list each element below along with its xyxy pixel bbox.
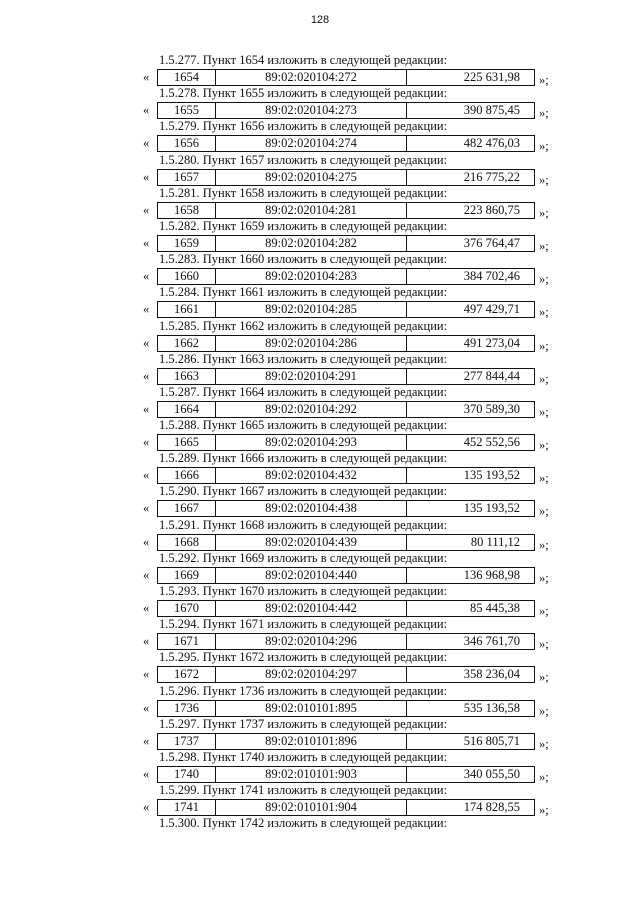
page-number: 128 [310,14,330,26]
table-row [143,268,563,285]
opening-quote: « [143,667,150,682]
closing-quote: »; [539,205,549,220]
amendment-instruction: 1.5.299. Пункт 1741 изложить в следующей редакции: [159,783,448,798]
amendment-instruction: 1.5.297. Пункт 1737 изложить в следующей редакции: [159,716,448,731]
closing-quote: »; [539,305,549,320]
table-row [143,467,563,484]
cadastral-number-cell: 89:02:020104:282 [216,236,407,251]
amendment-instruction: 1.5.290. Пункт 1667 изложить в следующей редакции: [159,484,448,499]
amount-cell: 370 589,30 [463,401,520,416]
table-row [143,766,563,783]
amount-cell: 497 429,71 [463,302,520,317]
closing-quote: »; [539,106,549,121]
cadastral-number-cell: 89:02:020104:439 [216,535,407,550]
item-number-cell: 1656 [158,136,216,151]
amendment-block [143,352,563,385]
table-row [143,700,563,717]
closing-quote: »; [539,371,549,386]
amount-cell: 340 055,50 [463,766,520,781]
amount-cell: 216 775,22 [463,169,520,184]
opening-quote: « [143,235,150,250]
amendment-instruction: 1.5.283. Пункт 1660 изложить в следующей редакции: [159,252,448,267]
cadastral-number-cell: 89:02:020104:292 [216,402,407,417]
amendment-instruction: 1.5.281. Пункт 1658 изложить в следующей редакции: [159,185,448,200]
amount-cell: 346 761,70 [463,634,520,649]
amount-cell: 482 476,03 [463,136,520,151]
data-table [157,766,535,783]
amendment-instruction: 1.5.292. Пункт 1669 изложить в следующей редакции: [159,550,448,565]
opening-quote: « [143,733,150,748]
table-row [143,235,563,252]
opening-quote: « [143,534,150,549]
item-number-cell: 1654 [158,70,216,85]
closing-quote: »; [539,471,549,486]
item-number-cell: 1740 [158,767,216,782]
item-number-cell: 1669 [158,568,216,583]
data-table [157,235,535,252]
amendment-instruction: 1.5.295. Пункт 1672 изложить в следующей редакции: [159,650,448,665]
amendment-instruction: 1.5.294. Пункт 1671 изложить в следующей редакции: [159,617,448,632]
cadastral-number-cell: 89:02:020104:432 [216,468,407,483]
data-table [157,500,535,517]
amendment-block [143,750,563,783]
table-row [143,534,563,551]
closing-quote: »; [539,570,549,585]
opening-quote: « [143,468,150,483]
table-row [143,733,563,750]
amount-cell: 277 844,44 [463,368,520,383]
opening-quote: « [143,368,150,383]
data-table [157,534,535,551]
closing-quote: »; [539,504,549,519]
amount-cell: 135 193,52 [463,468,520,483]
amendment-block [143,717,563,750]
amendment-block [143,285,563,318]
closing-quote: »; [539,769,549,784]
cadastral-number-cell: 89:02:020104:440 [216,568,407,583]
item-number-cell: 1672 [158,667,216,682]
amendment-block [143,53,563,86]
opening-quote: « [143,567,150,582]
table-row [143,799,563,816]
table-row [143,335,563,352]
item-number-cell: 1657 [158,170,216,185]
amendment-instruction: 1.5.277. Пункт 1654 изложить в следующей редакции: [159,53,448,67]
cadastral-number-cell: 89:02:020104:281 [216,203,407,218]
data-table [157,434,535,451]
closing-quote: »; [539,73,549,87]
amendment-block [143,219,563,252]
amendment-instruction: 1.5.280. Пункт 1657 изложить в следующей редакции: [159,152,448,167]
table-row [143,666,563,683]
amount-cell: 535 136,58 [463,700,520,715]
item-number-cell: 1666 [158,468,216,483]
cadastral-number-cell: 89:02:020104:286 [216,336,407,351]
table-row [143,102,563,119]
amendment-block [143,551,563,584]
closing-quote: »; [539,238,549,253]
item-number-cell: 1667 [158,501,216,516]
closing-quote: »; [539,404,549,419]
data-table [157,733,535,750]
cadastral-number-cell: 89:02:010101:904 [216,800,407,815]
data-table [157,202,535,219]
cadastral-number-cell: 89:02:020104:283 [216,269,407,284]
amount-cell: 174 828,55 [463,800,520,815]
amendment-block [143,684,563,717]
item-number-cell: 1655 [158,103,216,118]
opening-quote: « [143,169,150,184]
table-row [143,500,563,517]
amendment-instruction: 1.5.296. Пункт 1736 изложить в следующей редакции: [159,683,448,698]
data-table [157,467,535,484]
item-number-cell: 1737 [158,734,216,749]
closing-quote: »; [539,537,549,552]
amendment-block [143,451,563,484]
closing-quote: »; [539,703,549,718]
opening-quote: « [143,501,150,516]
amendment-instruction: 1.5.293. Пункт 1670 изложить в следующей редакции: [159,584,448,598]
amendment-instruction: 1.5.282. Пункт 1659 изложить в следующей редакции: [159,218,448,233]
amendment-instruction: 1.5.287. Пункт 1664 изложить в следующей редакции: [159,384,448,399]
item-number-cell: 1661 [158,302,216,317]
closing-quote: »; [539,338,549,353]
opening-quote: « [143,601,150,615]
amendment-block [143,186,563,219]
amendment-block [143,650,563,683]
amendment-block [143,418,563,451]
opening-quote: « [143,335,150,350]
amount-cell: 223 860,75 [463,202,520,217]
amendment-block [143,617,563,650]
item-number-cell: 1660 [158,269,216,284]
opening-quote: « [143,202,150,217]
cadastral-number-cell: 89:02:020104:274 [216,136,407,151]
cadastral-number-cell: 89:02:020104:438 [216,501,407,516]
amendment-instruction: 1.5.278. Пункт 1655 изложить в следующей редакции: [159,86,448,101]
closing-quote: »; [539,604,549,618]
item-number-cell: 1663 [158,369,216,384]
opening-quote: « [143,103,150,118]
amount-cell: 85 445,38 [470,601,520,615]
item-number-cell: 1671 [158,634,216,649]
closing-quote: »; [539,736,549,751]
table-row [143,202,563,219]
data-table [157,335,535,352]
amount-cell: 358 236,04 [463,667,520,682]
data-table [157,135,535,152]
table-row [143,368,563,385]
amendment-instruction: 1.5.279. Пункт 1656 изложить в следующей редакции: [159,119,448,134]
data-table [157,169,535,186]
data-table [157,666,535,683]
cadastral-number-cell: 89:02:020104:297 [216,667,407,682]
amendment-instruction: 1.5.298. Пункт 1740 изложить в следующей редакции: [159,749,448,764]
amendment-block [143,153,563,186]
amount-cell: 376 764,47 [463,235,520,250]
amendment-block [143,584,563,617]
data-table [157,700,535,717]
data-table [157,567,535,584]
document-body [143,53,563,831]
closing-quote: »; [539,637,549,652]
cadastral-number-cell: 89:02:020104:296 [216,634,407,649]
closing-quote: »; [539,670,549,685]
amendment-block [143,783,563,816]
cadastral-number-cell: 89:02:020104:293 [216,435,407,450]
table-row [143,434,563,451]
amendment-instruction: 1.5.286. Пункт 1663 изложить в следующей редакции: [159,351,448,366]
table-row [143,169,563,186]
table-row [143,567,563,584]
amount-cell: 135 193,52 [463,501,520,516]
item-number-cell: 1664 [158,402,216,417]
cadastral-number-cell: 89:02:020104:275 [216,170,407,185]
closing-quote: »; [539,438,549,453]
table-row [143,135,563,152]
amendment-instruction: 1.5.291. Пункт 1668 изложить в следующей редакции: [159,517,448,532]
amount-cell: 225 631,98 [463,70,520,84]
data-table [157,401,535,418]
table-row [143,600,563,617]
opening-quote: « [143,136,150,151]
amendment-block [143,252,563,285]
amendment-instruction: 1.5.289. Пункт 1666 изложить в следующей редакции: [159,451,448,466]
amendment-block [143,518,563,551]
opening-quote: « [143,700,150,715]
opening-quote: « [143,302,150,317]
opening-quote: « [143,269,150,284]
cadastral-number-cell: 89:02:020104:285 [216,302,407,317]
amendment-block [143,385,563,418]
item-number-cell: 1662 [158,336,216,351]
item-number-cell: 1659 [158,236,216,251]
cadastral-number-cell: 89:02:010101:896 [216,734,407,749]
item-number-cell: 1668 [158,535,216,550]
amount-cell: 80 111,12 [470,534,520,549]
opening-quote: « [143,634,150,649]
amount-cell: 491 273,04 [463,335,520,350]
data-table [157,69,535,86]
table-row [143,301,563,318]
cadastral-number-cell: 89:02:020104:273 [216,103,407,118]
data-table [157,368,535,385]
table-row [143,633,563,650]
data-table [157,301,535,318]
opening-quote: « [143,766,150,781]
item-number-cell: 1670 [158,601,216,616]
amendment-instruction: 1.5.288. Пункт 1665 изложить в следующей редакции: [159,418,448,433]
amendment-block [143,484,563,517]
amendment-block [143,319,563,352]
final-instruction: 1.5.300. Пункт 1742 изложить в следующей редакции: [159,816,448,831]
amendment-block [143,119,563,152]
amount-cell: 390 875,45 [463,103,520,118]
opening-quote: « [143,70,150,84]
item-number-cell: 1736 [158,701,216,716]
data-table [157,268,535,285]
closing-quote: »; [539,172,549,187]
data-table [157,600,535,617]
item-number-cell: 1658 [158,203,216,218]
item-number-cell: 1741 [158,800,216,815]
cadastral-number-cell: 89:02:020104:442 [216,601,407,616]
cadastral-number-cell: 89:02:010101:895 [216,701,407,716]
cadastral-number-cell: 89:02:010101:903 [216,767,407,782]
closing-quote: »; [539,803,549,818]
opening-quote: « [143,401,150,416]
amount-cell: 452 552,56 [463,435,520,450]
amendment-block [143,86,563,119]
data-table [157,633,535,650]
table-row [143,69,563,86]
cadastral-number-cell: 89:02:020104:291 [216,369,407,384]
data-table [157,102,535,119]
opening-quote: « [143,435,150,450]
closing-quote: »; [539,139,549,154]
amendment-instruction: 1.5.285. Пункт 1662 изложить в следующей редакции: [159,318,448,333]
amount-cell: 516 805,71 [463,733,520,748]
amount-cell: 384 702,46 [463,269,520,284]
table-row [143,401,563,418]
amount-cell: 136 968,98 [463,567,520,582]
amendment-instruction: 1.5.284. Пункт 1661 изложить в следующей редакции: [159,285,448,300]
data-table [157,799,535,816]
item-number-cell: 1665 [158,435,216,450]
cadastral-number-cell: 89:02:020104:272 [216,70,407,85]
closing-quote: »; [539,272,549,287]
opening-quote: « [143,800,150,815]
